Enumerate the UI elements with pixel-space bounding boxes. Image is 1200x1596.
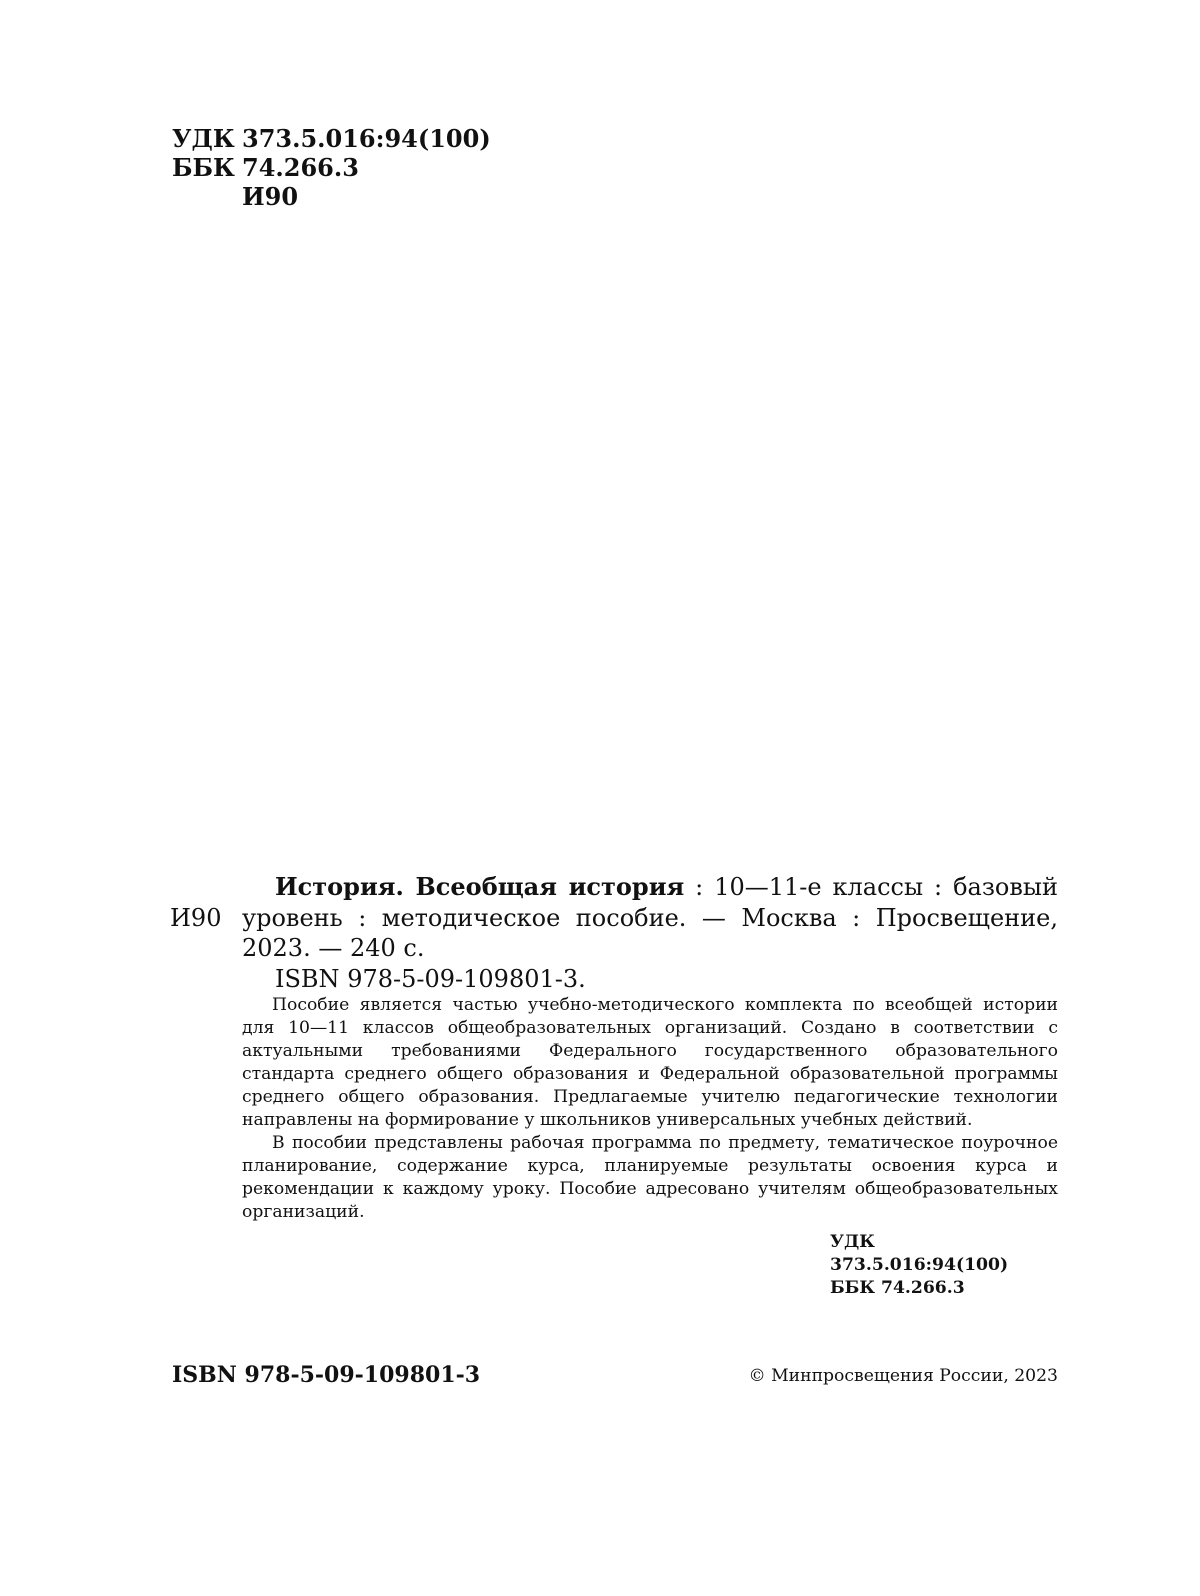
- udk-row: [172, 124, 491, 153]
- copyright-notice: © Минпросвещения России, 2023: [748, 1366, 1058, 1386]
- bibliographic-description: [242, 872, 1058, 964]
- card-classification-codes: [242, 1231, 1058, 1300]
- catalog-card: [242, 872, 1058, 1300]
- annotation-paragraph-2: В пособии представлены рабочая программа по предмету, тематическое поурочное планирование, содержание курса, планируемые результаты освоения курса и рекомендации к каждому уроку. Пособие адресовано учителям общеобразовательных организаций.: [242, 1132, 1058, 1222]
- bbk-value: 74.266.3: [242, 153, 359, 182]
- classification-codes-header: [172, 124, 491, 211]
- udk-label: УДК: [172, 124, 235, 153]
- book-title: История. Всеобщая история: [275, 872, 685, 901]
- card-isbn: ISBN 978-5-09-109801-3.: [275, 964, 586, 993]
- catalog-card-author-sign: И90: [170, 904, 222, 932]
- bbk-label: ББК: [172, 153, 235, 182]
- udk-value: 373.5.016:94(100): [242, 124, 491, 153]
- annotation-paragraph-1: Пособие является частью учебно-методического комплекта по всеобщей истории для 10—11 классов общеобразовательных организаций. Создано в соответствии с актуальными требованиями Федерального государственного образовательного стандарта среднего общего образования и Федеральной образовательной программы среднего общего образования. Предлагаемые учителю педагогические технологии направлены на формирование у школьников универсальных учебных действий.: [242, 994, 1058, 1130]
- footer-isbn: ISBN 978-5-09-109801-3: [172, 1362, 481, 1388]
- card-udk: УДК 373.5.016:94(100): [830, 1231, 1009, 1275]
- author-sign-header: И90: [242, 182, 299, 211]
- card-bbk: ББК 74.266.3: [830, 1277, 965, 1298]
- book-details: : 10—11-е классы : базовый уровень : методическое пособие. — Москва : Просвещение, 2023. — 240 с.: [242, 873, 1058, 962]
- bbk-row: [172, 153, 491, 182]
